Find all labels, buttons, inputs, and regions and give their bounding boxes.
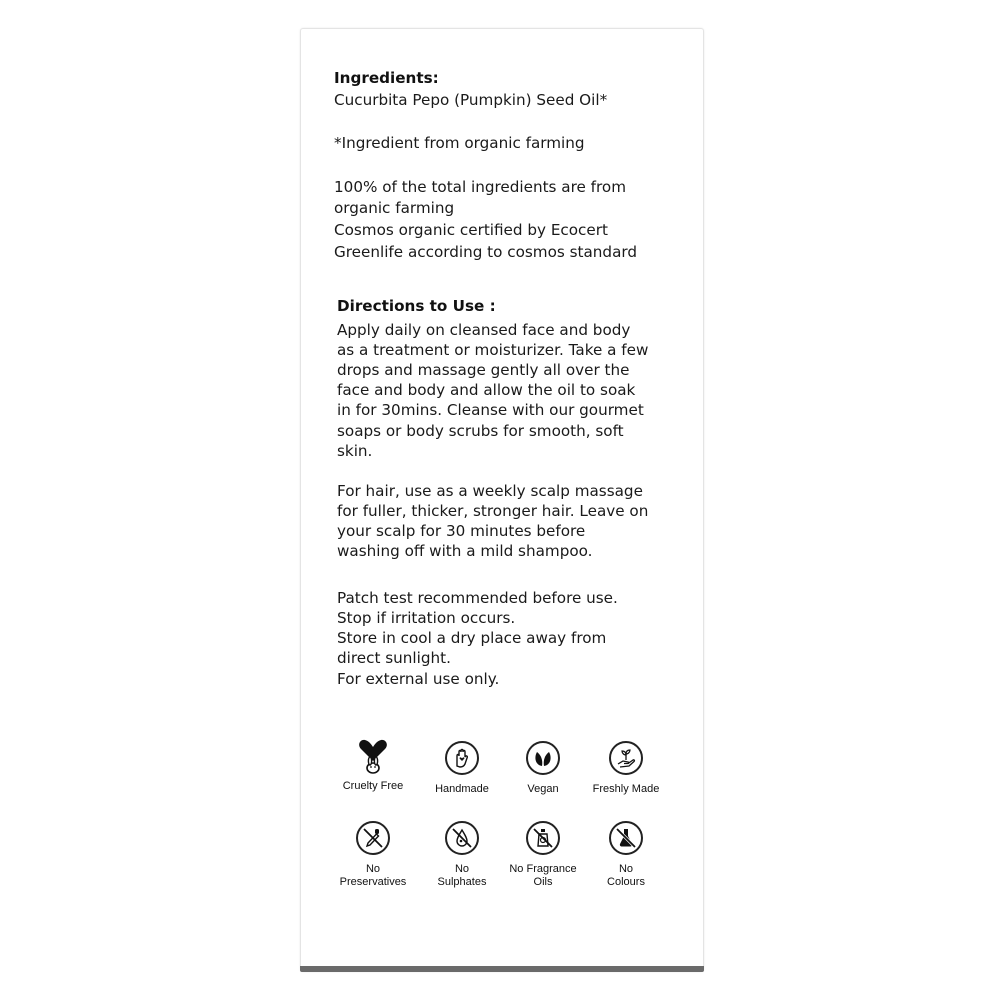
text-line: your scalp for 30 minutes before (337, 521, 586, 540)
text-line: soaps or body scrubs for smooth, soft (337, 421, 624, 440)
ingredients-section (334, 68, 637, 263)
badge-label-line: No (365, 863, 381, 875)
text-line: washing off with a mild shampoo. (337, 542, 593, 561)
directions-paragraph-hair (337, 481, 648, 561)
directions-heading: Directions to Use : (337, 297, 496, 315)
badge-no-fragrance-oils (497, 821, 589, 889)
badge-label-line: No (618, 863, 634, 875)
text-line: drops and massage gently all over the (337, 361, 630, 380)
text-line: in for 30mins. Cleanse with our gourmet (337, 401, 644, 420)
badge-handmade (416, 741, 508, 796)
ingredients-list: Cucurbita Pepo (Pumpkin) Seed Oil* (334, 90, 608, 109)
text-line: For hair, use as a weekly scalp massage (337, 481, 643, 500)
badge-label (416, 863, 508, 889)
text-line: Stop if irritation occurs. (337, 609, 516, 628)
badge-vegan (497, 741, 589, 796)
text-line: face and body and allow the oil to soak (337, 381, 636, 400)
ingredients-heading: Ingredients: (334, 69, 439, 87)
certification-line: organic farming (334, 199, 455, 218)
certification-line: Greenlife according to cosmos standard (334, 242, 638, 261)
leaf-icon (526, 741, 560, 775)
badge-no-colours (580, 821, 672, 889)
badge-label-line: Oils (533, 876, 553, 888)
text-line: direct sunlight. (337, 649, 451, 668)
badge-label-line: No (454, 863, 470, 875)
certification-line: Cosmos organic certified by Ecocert (334, 220, 608, 239)
certification-line: 100% of the total ingredients are from (334, 177, 627, 196)
directions-paragraph-warnings (337, 588, 648, 688)
badge-label: Cruelty Free (342, 780, 404, 792)
badge-label-line: Sulphates (437, 876, 487, 888)
hand-heart-icon (445, 741, 479, 775)
text-line: skin. (337, 441, 373, 460)
text-line: Patch test recommended before use. (337, 589, 618, 608)
directions-section (337, 296, 648, 689)
no-dropper-icon (356, 821, 390, 855)
badge-no-preservatives (327, 821, 419, 889)
organic-note: *Ingredient from organic farming (334, 134, 585, 153)
text-line: Store in cool a dry place away from (337, 629, 607, 648)
badge-label-line: Colours (607, 876, 645, 888)
text-line: as a treatment or moisturizer. Take a few (337, 341, 649, 360)
sprout-hand-icon (609, 741, 643, 775)
badge-label: Vegan (527, 783, 559, 795)
badge-label (580, 863, 672, 889)
text-line: for fuller, thicker, stronger hair. Leave on (337, 501, 649, 520)
badge-label-line: Preservatives (339, 876, 407, 888)
badge-label (327, 863, 419, 889)
badge-label: Freshly Made (592, 783, 660, 795)
no-fragrance-icon (526, 821, 560, 855)
no-colours-icon (609, 821, 643, 855)
badge-label: Handmade (435, 783, 489, 795)
text-line: For external use only. (337, 669, 500, 688)
heart-bunny-icon (356, 739, 390, 775)
directions-paragraph-face (337, 320, 648, 461)
badge-label-line: No Fragrance (509, 863, 577, 875)
no-sulphates-icon (445, 821, 479, 855)
text-line: Apply daily on cleansed face and body (337, 321, 631, 340)
badge-freshly-made (580, 741, 672, 796)
badge-label (497, 863, 589, 889)
badge-no-sulphates (416, 821, 508, 889)
box-bottom-edge (300, 966, 704, 972)
badge-cruelty-free (327, 739, 419, 793)
